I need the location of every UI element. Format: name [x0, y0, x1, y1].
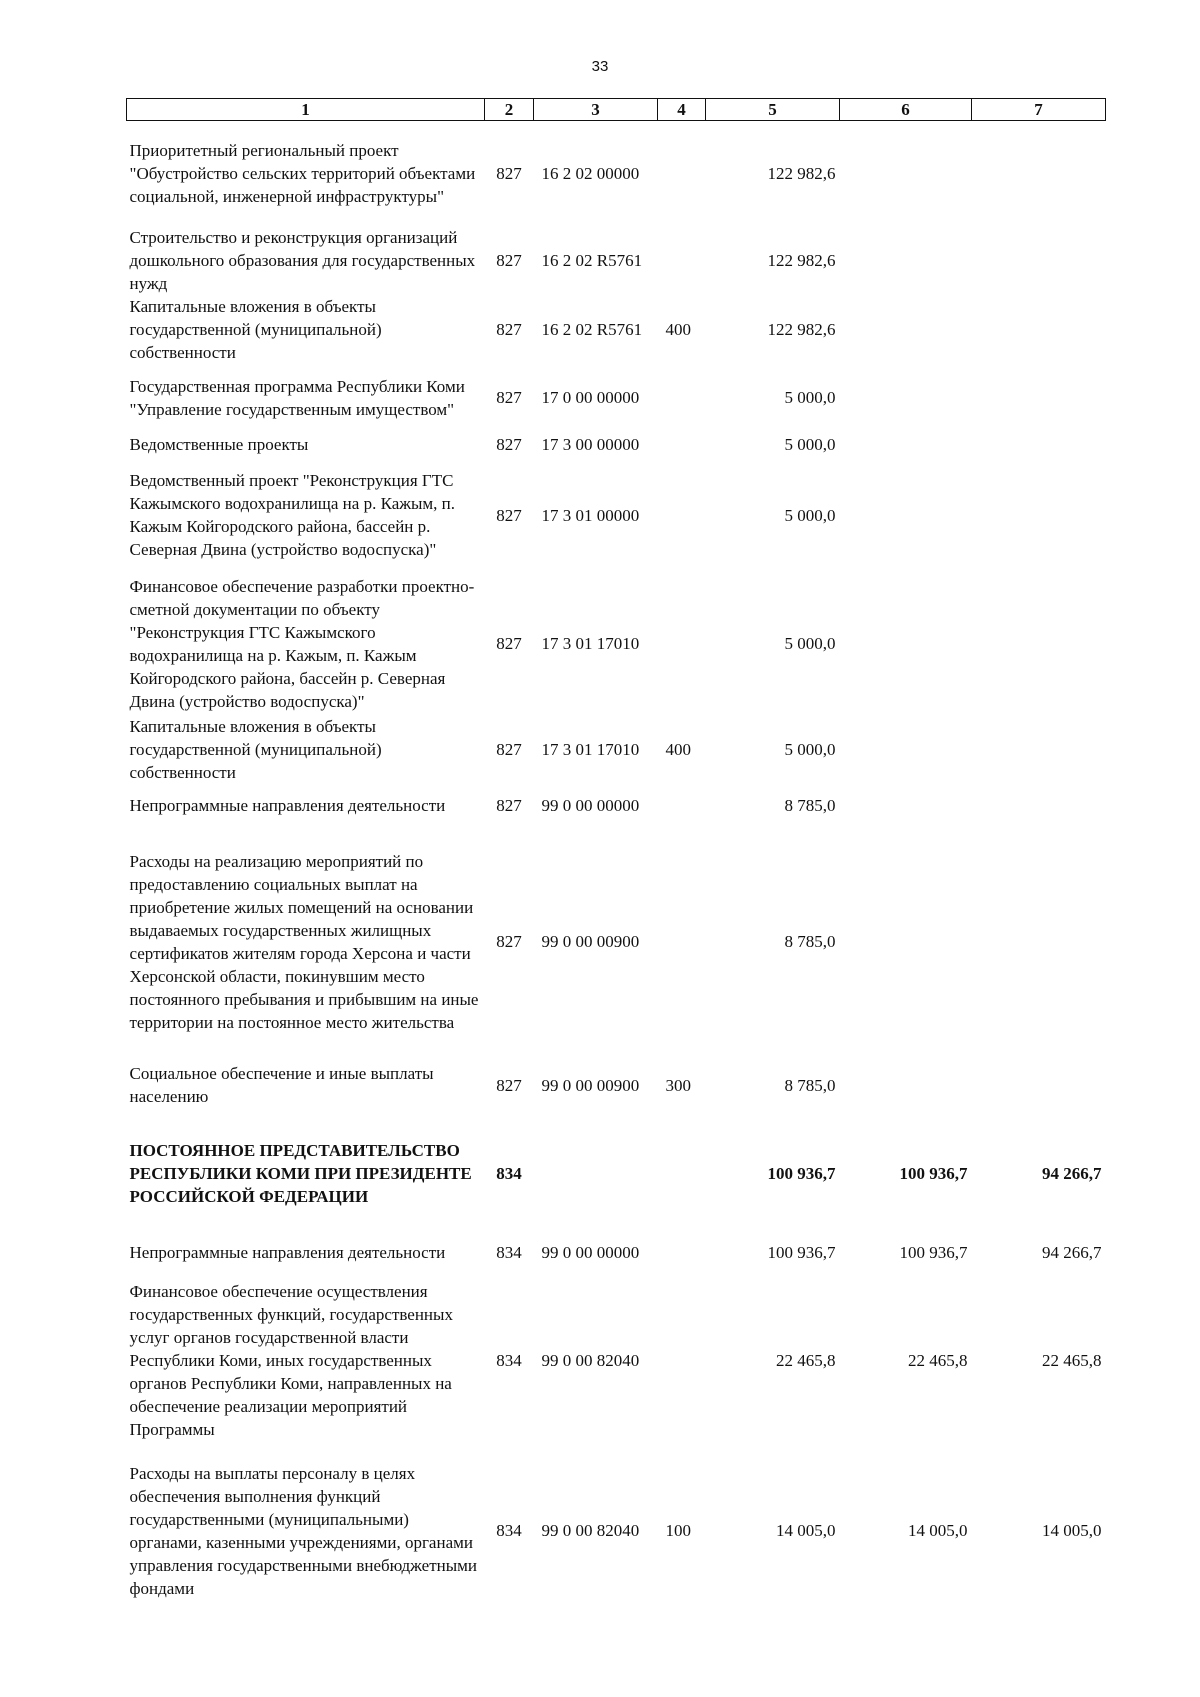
row-target-article: 17 0 00 00000: [541, 388, 640, 407]
table-row-section: [127, 1114, 1106, 1234]
row-expense-type: [658, 364, 706, 432]
row-description: Государственная программа Республики Коми "Управление государственным имуществом": [129, 376, 465, 419]
row-description: Непрограммные направления деятельности: [129, 1242, 446, 1262]
table-row: [127, 715, 1106, 785]
row-description: Капитальные вложения в объекты государственной (муниципальной) собственности: [129, 296, 382, 362]
row-amount-3: [972, 827, 1106, 1057]
row-target-article: 99 0 00 00900: [541, 1075, 640, 1095]
row-amount-3: 14 005,0: [1042, 1521, 1102, 1540]
row-amount-2: 22 465,8: [908, 1351, 968, 1370]
row-amount-3: 94 266,7: [1042, 1242, 1102, 1262]
row-admin-code: 834: [496, 1242, 522, 1262]
row-amount-3: [972, 364, 1106, 432]
row-expense-type: 400: [665, 740, 691, 759]
row-amount-2: [840, 432, 972, 458]
row-amount-2: [840, 1057, 972, 1114]
row-expense-type: [658, 785, 706, 827]
row-admin-code: 834: [496, 1521, 522, 1540]
row-amount-3: [972, 785, 1106, 827]
row-expense-type: 400: [665, 319, 691, 339]
row-amount-1: 122 982,6: [767, 319, 836, 339]
row-amount-2: [840, 364, 972, 432]
row-target-article: 16 2 02 00000: [541, 163, 640, 183]
header-col-3: 3: [534, 99, 658, 121]
row-target-article: 99 0 00 00900: [541, 932, 640, 951]
row-amount-3: [972, 226, 1106, 295]
row-amount-2: [840, 458, 972, 573]
row-target-article: 17 3 01 00000: [541, 505, 640, 525]
row-amount-1: 14 005,0: [776, 1521, 836, 1540]
table-row: [127, 1451, 1106, 1611]
row-target-article: 99 0 00 00000: [541, 796, 640, 815]
row-description: Капитальные вложения в объекты государственной (муниципальной) собственности: [129, 717, 382, 782]
row-amount-1: 5 000,0: [784, 505, 836, 525]
row-amount-2: [840, 715, 972, 785]
row-amount-1: 122 982,6: [767, 163, 836, 183]
table-row: [127, 1234, 1106, 1271]
row-description: Социальное обеспечение и иные выплаты населению: [129, 1064, 434, 1106]
row-expense-type: [658, 1234, 706, 1271]
row-amount-3: [972, 295, 1106, 364]
table-row: [127, 1271, 1106, 1451]
header-col-2: 2: [485, 99, 534, 121]
row-amount-2: [840, 827, 972, 1057]
row-amount-1: 8 785,0: [784, 932, 836, 951]
row-amount-2: [840, 573, 972, 715]
row-admin-code: 827: [496, 1075, 522, 1095]
row-target-article: 17 3 00 00000: [541, 435, 640, 454]
table-row: [127, 458, 1106, 573]
row-description: Финансовое обеспечение осуществления государственных функций, государственных услуг органов государственной власти Республики Коми, иных государственных органов Республики Коми, направленных на обеспечение реализации мероприятий Программы: [129, 1282, 453, 1439]
row-admin-code: 827: [496, 634, 522, 653]
row-target-article: 99 0 00 00000: [541, 1242, 640, 1262]
row-amount-3: 22 465,8: [1042, 1351, 1102, 1370]
row-amount-2: [840, 226, 972, 295]
row-amount-3: [972, 458, 1106, 573]
row-admin-code: 834: [496, 1351, 522, 1370]
row-target-article: 16 2 02 R5761: [541, 250, 643, 270]
row-amount-2: 100 936,7: [899, 1242, 968, 1262]
row-amount-2: 100 936,7: [899, 1164, 968, 1183]
row-target-article: 17 3 01 17010: [541, 634, 640, 653]
row-amount-1: 8 785,0: [784, 1075, 836, 1095]
row-description: Расходы на выплаты персоналу в целях обеспечения выполнения функций государственными (муниципальными) органами, казенными учреждениями, органами управления государственными внебюджетными фондами: [129, 1463, 478, 1598]
row-admin-code: 827: [496, 796, 522, 815]
row-target-article: [534, 1114, 658, 1234]
table-row: [127, 1057, 1106, 1114]
row-description: Приоритетный региональный проект "Обустройство сельских территорий объектами социальной, инженерной инфраструктуры": [129, 140, 476, 206]
row-admin-code: 827: [496, 435, 522, 454]
row-expense-type: [658, 1114, 706, 1234]
budget-table: [126, 98, 1106, 1611]
table-row: [127, 295, 1106, 364]
row-amount-1: 5 000,0: [784, 634, 836, 653]
table-row: [127, 364, 1106, 432]
row-amount-1: 5 000,0: [784, 740, 836, 759]
row-description: Ведомственный проект "Реконструкция ГТС Кажымского водохранилища на р. Кажым, п. Кажым Койгородского района, бассейн р. Северная Двина (устройство водоспуска)": [129, 471, 456, 559]
row-admin-code: 827: [496, 932, 522, 951]
row-admin-code: 827: [496, 505, 522, 525]
row-amount-1: 8 785,0: [784, 796, 836, 815]
row-target-article: 99 0 00 82040: [541, 1351, 640, 1370]
header-col-5: 5: [706, 99, 840, 121]
table-row: [127, 573, 1106, 715]
row-expense-type: [658, 432, 706, 458]
row-amount-3: 94 266,7: [1042, 1164, 1102, 1183]
row-description: Финансовое обеспечение разработки проектно-сметной документации по объекту "Реконструкция ГТС Кажымского водохранилища на р. Кажым, п. Кажым Койгородского района, бассейн р. Северная Двина (устройство водоспуска)": [129, 576, 475, 711]
row-admin-code: 834: [496, 1164, 522, 1183]
row-amount-3: [972, 1057, 1106, 1114]
header-col-7: 7: [972, 99, 1106, 121]
header-col-4: 4: [658, 99, 706, 121]
row-description: ПОСТОЯННОЕ ПРЕДСТАВИТЕЛЬСТВО РЕСПУБЛИКИ КОМИ ПРИ ПРЕЗИДЕНТЕ РОССИЙСКОЙ ФЕДЕРАЦИИ: [129, 1141, 472, 1206]
row-target-article: 16 2 02 R5761: [541, 319, 643, 339]
row-description: Непрограммные направления деятельности: [129, 796, 446, 815]
row-expense-type: [658, 226, 706, 295]
row-expense-type: [658, 121, 706, 226]
table-header: [127, 99, 1106, 121]
row-expense-type: 100: [665, 1521, 691, 1540]
row-target-article: 17 3 01 17010: [541, 740, 640, 759]
budget-table-container: [126, 98, 1105, 1611]
row-amount-3: [972, 715, 1106, 785]
row-admin-code: 827: [496, 319, 522, 339]
table-row: [127, 785, 1106, 827]
row-amount-1: 5 000,0: [784, 435, 836, 454]
header-row: [127, 99, 1106, 121]
row-amount-1: 100 936,7: [767, 1164, 836, 1183]
row-amount-2: 14 005,0: [908, 1521, 968, 1540]
row-amount-3: [972, 121, 1106, 226]
header-col-1: 1: [127, 99, 485, 121]
row-expense-type: [658, 573, 706, 715]
row-admin-code: 827: [496, 163, 522, 183]
page-number: 33: [591, 58, 609, 75]
row-description: Строительство и реконструкция организаций дошкольного образования для государственных нужд: [129, 227, 476, 293]
row-description: Расходы на реализацию мероприятий по предоставлению социальных выплат на приобретение жилых помещений на основании выдаваемых государственных жилищных сертификатов жителям города Херсона и части Херсонской области, покинувшим место постоянного пребывания и прибывшим на иные территории на постоянное место жительства: [129, 851, 479, 1032]
row-amount-2: [840, 121, 972, 226]
header-col-6: 6: [840, 99, 972, 121]
row-expense-type: 300: [665, 1075, 691, 1095]
table-row: [127, 432, 1106, 458]
row-expense-type: [658, 1271, 706, 1451]
table-row: [127, 226, 1106, 295]
row-amount-3: [972, 573, 1106, 715]
row-amount-1: 122 982,6: [767, 250, 836, 270]
row-amount-2: [840, 785, 972, 827]
row-target-article: 99 0 00 82040: [541, 1521, 640, 1540]
row-amount-3: [972, 432, 1106, 458]
row-amount-1: 100 936,7: [767, 1242, 836, 1262]
row-expense-type: [658, 458, 706, 573]
row-admin-code: 827: [496, 250, 522, 270]
row-admin-code: 827: [496, 388, 522, 407]
table-body: [127, 121, 1106, 1611]
table-row: [127, 121, 1106, 226]
table-row: [127, 827, 1106, 1057]
row-amount-1: 22 465,8: [776, 1351, 836, 1370]
row-amount-2: [840, 295, 972, 364]
row-amount-1: 5 000,0: [784, 388, 836, 407]
row-expense-type: [658, 827, 706, 1057]
row-admin-code: 827: [496, 740, 522, 759]
row-description: Ведомственные проекты: [129, 435, 309, 454]
